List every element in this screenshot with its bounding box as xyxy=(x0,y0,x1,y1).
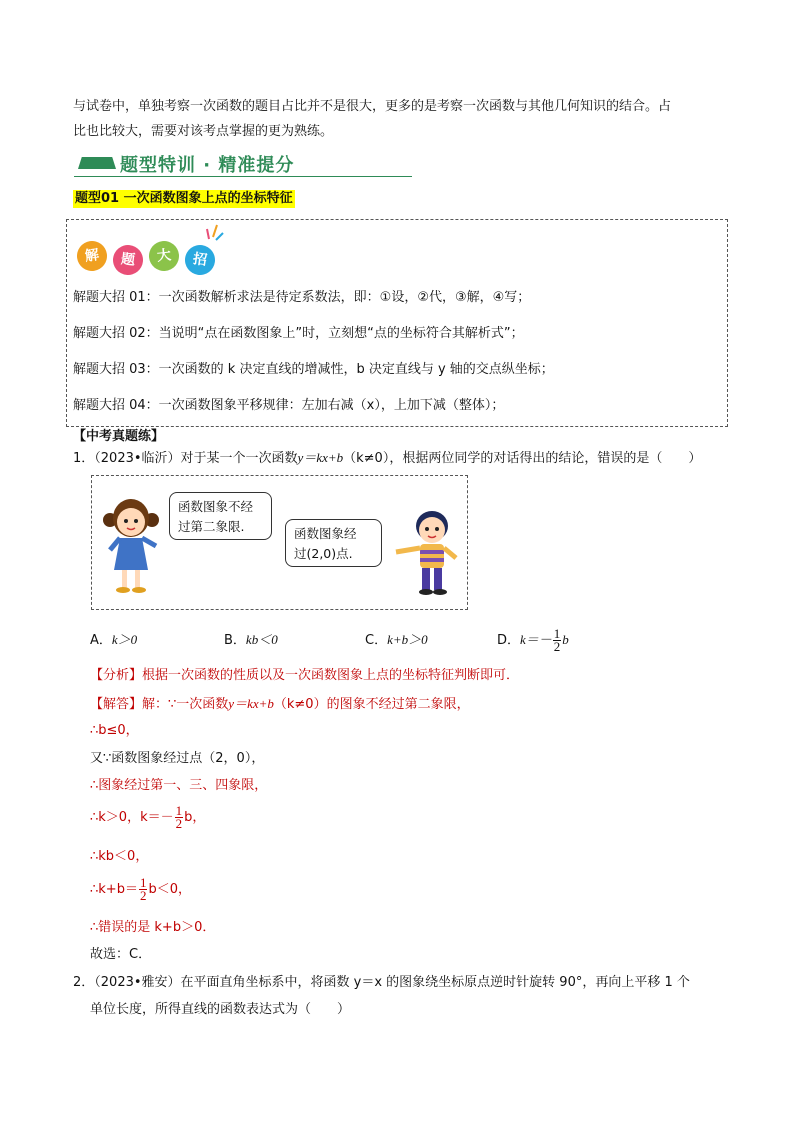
step-7: ∴错误的是 k+b＞0． xyxy=(90,920,216,935)
q1-function: y＝kx+b xyxy=(297,450,344,465)
tip-04: 解题大招 04：一次函数图象平移规律：左加右减（x），上加下减（整体）； xyxy=(73,398,505,413)
boy-bubble-line-2: 过(2,0)点. xyxy=(294,546,353,561)
section-divider xyxy=(74,176,412,177)
girl-speech-bubble xyxy=(169,492,272,540)
q2-line-2: 单位长度，所得直线的函数表达式为（ ） xyxy=(90,1002,351,1017)
q1-option-b[interactable] xyxy=(224,631,278,650)
option-d-lhs: k＝－ xyxy=(520,632,552,647)
q2-line-1: 2．（2023•雅安）在平面直角坐标系中，将函数 y＝x 的图象绕坐标原点逆时针旋转 90°，再向上平移 1 个 xyxy=(73,975,690,990)
tips-badge-group xyxy=(77,235,217,281)
step-6-num: 1 xyxy=(139,875,147,890)
sparkle-icon xyxy=(205,223,225,243)
final-choice: 故选：C． xyxy=(90,947,152,962)
step-5: ∴kb＜0， xyxy=(90,849,149,864)
q1-condition: （k≠0） xyxy=(343,451,390,466)
option-d-label: D． xyxy=(497,633,521,648)
option-d-den: 2 xyxy=(553,639,561,654)
tips-box xyxy=(66,219,728,427)
exam-section-header: 【中考真题练】 xyxy=(73,429,165,444)
q1-stem xyxy=(73,449,701,468)
q1-option-c[interactable] xyxy=(365,631,428,650)
option-d-rhs: b xyxy=(562,632,569,647)
step-4-den: 2 xyxy=(175,816,183,831)
option-b-label: B． xyxy=(224,633,246,648)
step-6-fraction xyxy=(139,877,148,902)
badge-zhao: 招 xyxy=(183,243,217,277)
boy-bubble-line-1: 函数图象经 xyxy=(294,526,357,541)
answer-func: y＝kx+b xyxy=(228,696,274,711)
q1-option-d[interactable] xyxy=(497,623,569,658)
badge-ti: 题 xyxy=(112,244,145,277)
option-c-label: C． xyxy=(365,633,388,648)
q1-number: 1． xyxy=(73,451,95,466)
step-2: 又∵函数图象经过点（2，0）， xyxy=(90,751,265,766)
answer-tag: 【解答】 xyxy=(90,697,143,712)
tip-03: 解题大招 03：一次函数的 k 决定直线的增减性，b 决定直线与 y 轴的交点纵坐标； xyxy=(73,362,554,377)
step-6-den: 2 xyxy=(139,888,147,903)
girl-bubble-line-2: 过第二象限. xyxy=(178,519,245,534)
answer-cond: （k≠0） xyxy=(273,697,327,712)
step-4-lhs: ∴k＞0，k＝－ xyxy=(90,810,174,825)
intro-line-1: 与试卷中，单独考察一次函数的题目占比并不是很大，更多的是考察一次函数与其他几何知识的结合。占 xyxy=(73,99,672,114)
step-6-rhs: b＜0， xyxy=(148,882,191,897)
step-3: ∴图象经过第一、三、四象限， xyxy=(90,778,268,793)
type-01-title: 题型01 一次函数图象上点的坐标特征 xyxy=(75,191,293,206)
q1-option-a[interactable] xyxy=(90,631,137,650)
q1-source: （2023•临沂）对于某一个一次函数 xyxy=(94,451,298,466)
step-6-lhs: ∴k+b＝ xyxy=(90,882,138,897)
step-1: ∴b≤0， xyxy=(90,723,139,738)
analysis-text: 根据一次函数的性质以及一次函数图象上点的坐标特征判断即可． xyxy=(142,668,520,683)
answer-lead: 解：∵一次函数 xyxy=(142,697,229,712)
option-a-label: A． xyxy=(90,633,112,648)
step-6 xyxy=(90,872,191,908)
tip-01: 解题大招 01：一次函数解析求法是待定系数法，即：①设，②代，③解，④写； xyxy=(73,290,531,305)
section-title: 题型特训 · 精准提分 xyxy=(120,155,295,176)
q1-rest: ，根据两位同学的对话得出的结论，错误的是（ ） xyxy=(389,451,702,466)
dialog-illustration xyxy=(91,475,468,610)
step-4-fraction xyxy=(175,805,184,830)
step-4 xyxy=(90,800,205,836)
section-bar-icon xyxy=(78,157,116,169)
option-d-num: 1 xyxy=(553,626,561,641)
q1-analysis xyxy=(90,667,519,685)
option-c-expr: k+b＞0 xyxy=(387,632,428,647)
option-b-expr: kb＜0 xyxy=(245,632,278,647)
tip-02: 解题大招 02：当说明“点在函数图象上”时，立刻想“点的坐标符合其解析式”； xyxy=(73,326,524,341)
option-a-expr: k＞0 xyxy=(111,632,138,647)
girl-bubble-line-1: 函数图象不经 xyxy=(178,499,254,514)
girl-figure-icon xyxy=(100,490,162,602)
step-4-rhs: b， xyxy=(184,810,206,825)
option-d-fraction xyxy=(553,628,562,653)
intro-line-2: 比也比较大，需要对该考点掌握的更为熟练。 xyxy=(73,124,334,139)
badge-da: 大 xyxy=(148,240,181,273)
step-4-num: 1 xyxy=(175,803,183,818)
answer-rest: 的图象不经过第二象限， xyxy=(326,697,470,712)
q1-answer-line xyxy=(90,695,470,714)
boy-speech-bubble xyxy=(285,519,382,567)
badge-jie: 解 xyxy=(75,239,109,273)
boy-figure-icon xyxy=(392,506,464,602)
analysis-tag: 【分析】 xyxy=(90,668,143,683)
